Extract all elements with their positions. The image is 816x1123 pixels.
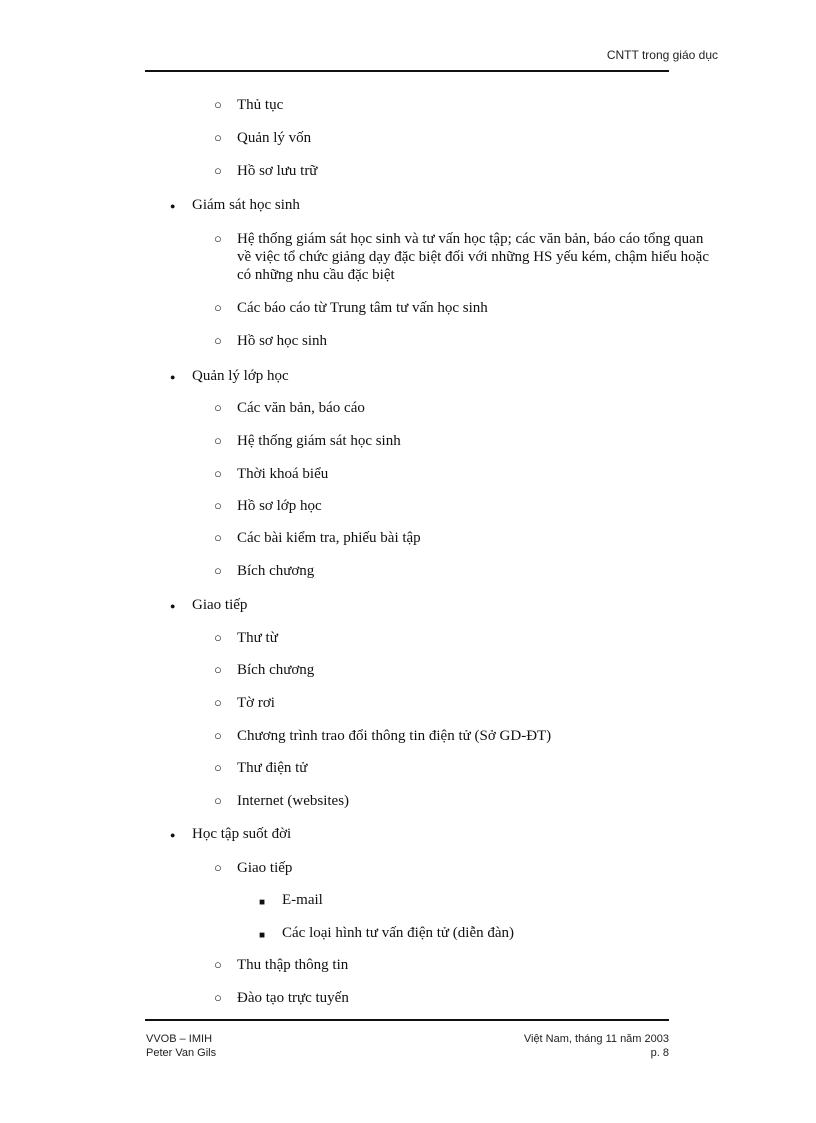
bullet-circle-icon: ○ [214,957,222,972]
list-item-level-2: Thời khoá biểu [237,466,329,482]
bullet-circle-icon: ○ [214,163,222,178]
bullet-circle-icon: ○ [214,728,222,743]
bullet-circle-icon: ○ [214,466,222,481]
list-item-level-1: Học tập suốt đời [192,826,292,842]
bullet-square-icon: ■ [259,897,266,908]
list-item-level-2: Hệ thống giám sát học sinh và tư vấn học tập; các văn bản, báo cáo tổng quan về việc tổ chức giảng dạy đặc biệt đối với những HS yếu kém, chậm hiểu hoặc có những nhu cầu đặc biệt [237,231,709,283]
bullet-disc-icon: ● [170,601,176,611]
list-item-level-1: Giao tiếp [192,597,248,613]
list-item-level-3: E-mail [282,892,323,908]
list-item-level-2: Các báo cáo từ Trung tâm tư vấn học sinh [237,300,488,316]
list-item-level-2: Bích chương [237,662,315,678]
bullet-circle-icon: ○ [214,760,222,775]
bullet-circle-icon: ○ [214,130,222,145]
bullet-circle-icon: ○ [214,990,222,1005]
list-item-level-2: Internet (websites) [237,793,350,809]
list-item-level-2: Chương trình trao đổi thông tin điện tử (Sở GD-ĐT) [237,728,552,744]
bullet-disc-icon: ● [170,201,176,211]
list-item-level-2: Giao tiếp [237,860,293,876]
footer-date: Việt Nam, tháng 11 năm 2003 [523,1033,669,1045]
bullet-circle-icon: ○ [214,530,222,545]
footer-organization: VVOB – IMIH [146,1033,213,1045]
bullet-circle-icon: ○ [214,333,222,348]
footer-author: Peter Van Gils [146,1047,217,1059]
bullet-circle-icon: ○ [214,433,222,448]
bullet-square-icon: ■ [259,930,266,941]
bullet-circle-icon: ○ [214,300,222,315]
bullet-circle-icon: ○ [214,860,222,875]
list-item-level-3: Các loại hình tư vấn điện tử (diễn đàn) [282,925,515,941]
page-number: p. 8 [650,1047,669,1059]
list-item-level-2: Tờ rơi [237,695,275,711]
list-item-level-2: Các bài kiểm tra, phiếu bài tập [237,530,421,546]
footer-left [146,1032,216,1060]
footer-right [524,1032,669,1060]
list-item-level-2: Thủ tục [237,97,284,113]
header-divider [145,70,669,72]
list-item-level-2: Đào tạo trực tuyến [237,990,349,1006]
bullet-circle-icon: ○ [214,498,222,513]
footer-divider [145,1019,669,1021]
list-item-level-2: Hệ thống giám sát học sinh [237,433,401,449]
list-item-level-1: Quản lý lớp học [192,368,289,384]
bullet-circle-icon: ○ [214,662,222,677]
bullet-circle-icon: ○ [214,563,222,578]
bullet-circle-icon: ○ [214,400,222,415]
list-item-level-2: Hồ sơ lưu trữ [237,163,318,179]
bullet-circle-icon: ○ [214,97,222,112]
page-header-title: CNTT trong giáo dục [606,48,718,62]
list-item-level-2: Thư từ [237,630,278,646]
bullet-circle-icon: ○ [214,231,222,246]
bullet-disc-icon: ● [170,830,176,840]
bullet-disc-icon: ● [170,372,176,382]
bullet-circle-icon: ○ [214,793,222,808]
list-item-level-2: Quản lý vốn [237,130,312,146]
list-item-level-2: Hồ sơ lớp học [237,498,322,514]
bullet-circle-icon: ○ [214,695,222,710]
bullet-circle-icon: ○ [214,630,222,645]
list-item-level-2: Hồ sơ học sinh [237,333,328,349]
list-item-level-2: Bích chương [237,563,315,579]
list-item-level-2: Thu thập thông tin [237,957,349,973]
list-item-level-2: Thư điện tử [237,760,308,776]
list-item-level-2: Các văn bản, báo cáo [237,400,365,416]
list-item-level-1: Giám sát học sinh [192,197,300,213]
